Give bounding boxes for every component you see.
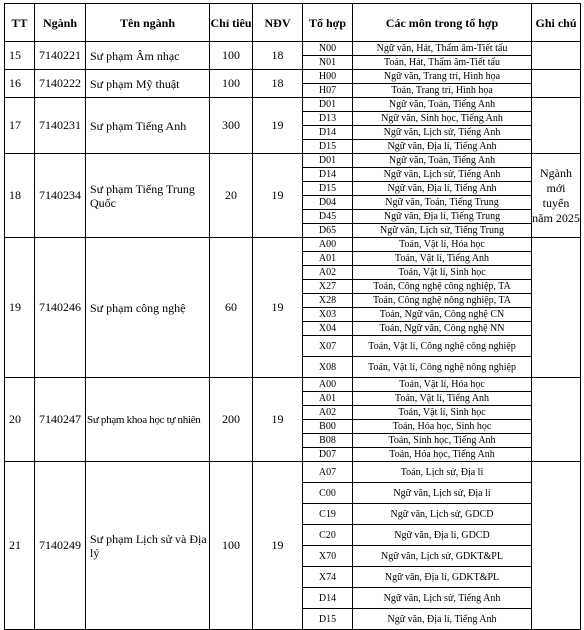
quota-value: 20 xyxy=(210,154,253,238)
combo-code: A01 xyxy=(303,392,353,406)
combo-code: X08 xyxy=(303,357,353,378)
row-number: 17 xyxy=(5,98,35,154)
ndv-value: 19 xyxy=(253,462,303,630)
combo-subjects: Ngữ văn, Lịch sử, Tiếng Anh xyxy=(353,588,532,609)
combo-subjects: Ngữ văn, Địa lí, Tiếng Anh xyxy=(353,140,532,154)
combo-code: X74 xyxy=(303,567,353,588)
table-row xyxy=(5,98,581,112)
combo-subjects: Toán, Ngữ văn, Công nghệ CN xyxy=(353,308,532,322)
header-nganh: Ngành xyxy=(35,4,86,42)
combo-subjects: Ngữ văn, Lịch sử, Tiếng Trung xyxy=(353,224,532,238)
combo-subjects: Ngữ văn, Lịch sử, GDCD xyxy=(353,504,532,525)
combo-subjects: Toán, Hóa học, Tiếng Anh xyxy=(353,448,532,462)
admission-table xyxy=(4,3,581,630)
note-cell xyxy=(532,238,581,378)
combo-subjects: Toán, Vật lí, Công nghệ công nghiệp xyxy=(353,336,532,357)
note-cell xyxy=(532,462,581,630)
combo-code: B08 xyxy=(303,434,353,448)
note-cell xyxy=(532,98,581,154)
combo-subjects: Ngữ văn, Lịch sử, GDKT&PL xyxy=(353,546,532,567)
combo-code: A01 xyxy=(303,252,353,266)
combo-subjects: Ngữ văn, Toán, Tiếng Anh xyxy=(353,98,532,112)
admission-table-container xyxy=(4,3,580,630)
combo-code: C19 xyxy=(303,504,353,525)
combo-code: D01 xyxy=(303,98,353,112)
combo-code: H00 xyxy=(303,70,353,84)
combo-code: D65 xyxy=(303,224,353,238)
combo-subjects: Ngữ văn, Địa lí, Tiếng Anh xyxy=(353,609,532,630)
combo-subjects: Toán, Vật lí, Công nghệ nông nghiệp xyxy=(353,357,532,378)
ndv-value: 19 xyxy=(253,154,303,238)
combo-code: X04 xyxy=(303,322,353,336)
ndv-value: 18 xyxy=(253,42,303,70)
combo-code: A00 xyxy=(303,378,353,392)
major-code: 7140222 xyxy=(35,70,86,98)
combo-subjects: Ngữ văn, Sinh học, Tiếng Anh xyxy=(353,112,532,126)
quota-value: 100 xyxy=(210,42,253,70)
combo-subjects: Toán, Công nghệ công nghiệp, TA xyxy=(353,280,532,294)
header-tt: TT xyxy=(5,4,35,42)
note-cell xyxy=(532,378,581,462)
header-to-hop: Tổ hợp xyxy=(303,4,353,42)
note-cell: Ngành mới tuyển năm 2025 xyxy=(532,154,581,238)
combo-code: N01 xyxy=(303,56,353,70)
quota-value: 100 xyxy=(210,462,253,630)
combo-subjects: Ngữ văn, Hát, Thẩm âm-Tiết tấu xyxy=(353,42,532,56)
combo-code: A02 xyxy=(303,406,353,420)
row-number: 16 xyxy=(5,70,35,98)
major-code: 7140247 xyxy=(35,378,86,462)
combo-code: H07 xyxy=(303,84,353,98)
combo-subjects: Toán, Vật lí, Sinh học xyxy=(353,266,532,280)
combo-subjects: Ngữ văn, Địa lí, Tiếng Anh xyxy=(353,182,532,196)
combo-subjects: Ngữ văn, Địa lí, GDKT&PL xyxy=(353,567,532,588)
combo-subjects: Toán, Vật lí, Tiếng Anh xyxy=(353,392,532,406)
header-ndv: NĐV xyxy=(253,4,303,42)
table-row xyxy=(5,378,581,392)
combo-code: D01 xyxy=(303,154,353,168)
combo-subjects: Ngữ văn, Toán, Tiếng Trung xyxy=(353,196,532,210)
combo-subjects: Toán, Vật lí, Tiếng Anh xyxy=(353,252,532,266)
combo-code: N00 xyxy=(303,42,353,56)
quota-value: 300 xyxy=(210,98,253,154)
table-body xyxy=(5,42,581,630)
quota-value: 100 xyxy=(210,70,253,98)
combo-code: A02 xyxy=(303,266,353,280)
major-name: Sư phạm khoa học tự nhiên xyxy=(86,378,210,462)
combo-subjects: Toán, Vật lí, Hóa học xyxy=(353,238,532,252)
note-cell xyxy=(532,70,581,98)
major-name: Sư phạm Âm nhạc xyxy=(86,42,210,70)
combo-code: D45 xyxy=(303,210,353,224)
table-row xyxy=(5,154,581,168)
table-row xyxy=(5,462,581,483)
combo-subjects: Ngữ văn, Toán, Tiếng Anh xyxy=(353,154,532,168)
combo-code: X27 xyxy=(303,280,353,294)
combo-subjects: Ngữ văn, Địa lí, Tiếng Trung xyxy=(353,210,532,224)
ndv-value: 19 xyxy=(253,378,303,462)
major-name: Sư phạm Tiếng Anh xyxy=(86,98,210,154)
combo-code: D04 xyxy=(303,196,353,210)
combo-code: X70 xyxy=(303,546,353,567)
row-number: 20 xyxy=(5,378,35,462)
major-code: 7140221 xyxy=(35,42,86,70)
combo-code: D15 xyxy=(303,182,353,196)
combo-subjects: Ngữ văn, Lịch sử, Tiếng Anh xyxy=(353,168,532,182)
combo-code: C00 xyxy=(303,483,353,504)
major-code: 7140246 xyxy=(35,238,86,378)
table-row xyxy=(5,42,581,56)
combo-code: A00 xyxy=(303,238,353,252)
combo-subjects: Ngữ văn, Địa lí, GDCD xyxy=(353,525,532,546)
combo-subjects: Ngữ văn, Lịch sử, Tiếng Anh xyxy=(353,126,532,140)
combo-subjects: Toán, Ngữ văn, Công nghệ NN xyxy=(353,322,532,336)
major-name: Sư phạm Lịch sử và Địa lý xyxy=(86,462,210,630)
combo-code: D14 xyxy=(303,168,353,182)
header-chi-tieu: Chỉ tiêu xyxy=(210,4,253,42)
row-number: 15 xyxy=(5,42,35,70)
header-row xyxy=(5,4,581,42)
combo-code: C20 xyxy=(303,525,353,546)
ndv-value: 19 xyxy=(253,98,303,154)
major-code: 7140231 xyxy=(35,98,86,154)
header-ghi-chu: Ghi chú xyxy=(532,4,581,42)
ndv-value: 18 xyxy=(253,70,303,98)
combo-subjects: Toán, Hát, Thẩm âm-Tiết tấu xyxy=(353,56,532,70)
ndv-value: 19 xyxy=(253,238,303,378)
combo-subjects: Toán, Trang trí, Hình họa xyxy=(353,84,532,98)
combo-code: X28 xyxy=(303,294,353,308)
combo-code: D07 xyxy=(303,448,353,462)
combo-code: D15 xyxy=(303,140,353,154)
note-cell xyxy=(532,42,581,70)
combo-subjects: Ngữ văn, Lịch sử, Địa lí xyxy=(353,483,532,504)
combo-code: A07 xyxy=(303,462,353,483)
major-name: Sư phạm Tiếng Trung Quốc xyxy=(86,154,210,238)
table-row xyxy=(5,70,581,84)
combo-code: D15 xyxy=(303,609,353,630)
quota-value: 60 xyxy=(210,238,253,378)
row-number: 18 xyxy=(5,154,35,238)
major-code: 7140249 xyxy=(35,462,86,630)
combo-code: D13 xyxy=(303,112,353,126)
header-cac-mon: Các môn trong tổ hợp xyxy=(353,4,532,42)
combo-subjects: Toán, Hóa học, Sinh học xyxy=(353,420,532,434)
combo-code: X07 xyxy=(303,336,353,357)
row-number: 19 xyxy=(5,238,35,378)
combo-subjects: Ngữ văn, Trang trí, Hình họa xyxy=(353,70,532,84)
combo-subjects: Toán, Công nghệ nông nghiệp, TA xyxy=(353,294,532,308)
combo-subjects: Toán, Vật lí, Sinh học xyxy=(353,406,532,420)
combo-code: B00 xyxy=(303,420,353,434)
header-ten-nganh: Tên ngành xyxy=(86,4,210,42)
combo-code: D14 xyxy=(303,588,353,609)
major-name: Sư phạm công nghệ xyxy=(86,238,210,378)
combo-subjects: Toán, Vật lí, Hóa học xyxy=(353,378,532,392)
quota-value: 200 xyxy=(210,378,253,462)
combo-subjects: Toán, Lịch sử, Địa lí xyxy=(353,462,532,483)
combo-code: D14 xyxy=(303,126,353,140)
combo-subjects: Toán, Sinh học, Tiếng Anh xyxy=(353,434,532,448)
major-code: 7140234 xyxy=(35,154,86,238)
row-number: 21 xyxy=(5,462,35,630)
major-name: Sư phạm Mỹ thuật xyxy=(86,70,210,98)
table-row xyxy=(5,238,581,252)
combo-code: X03 xyxy=(303,308,353,322)
